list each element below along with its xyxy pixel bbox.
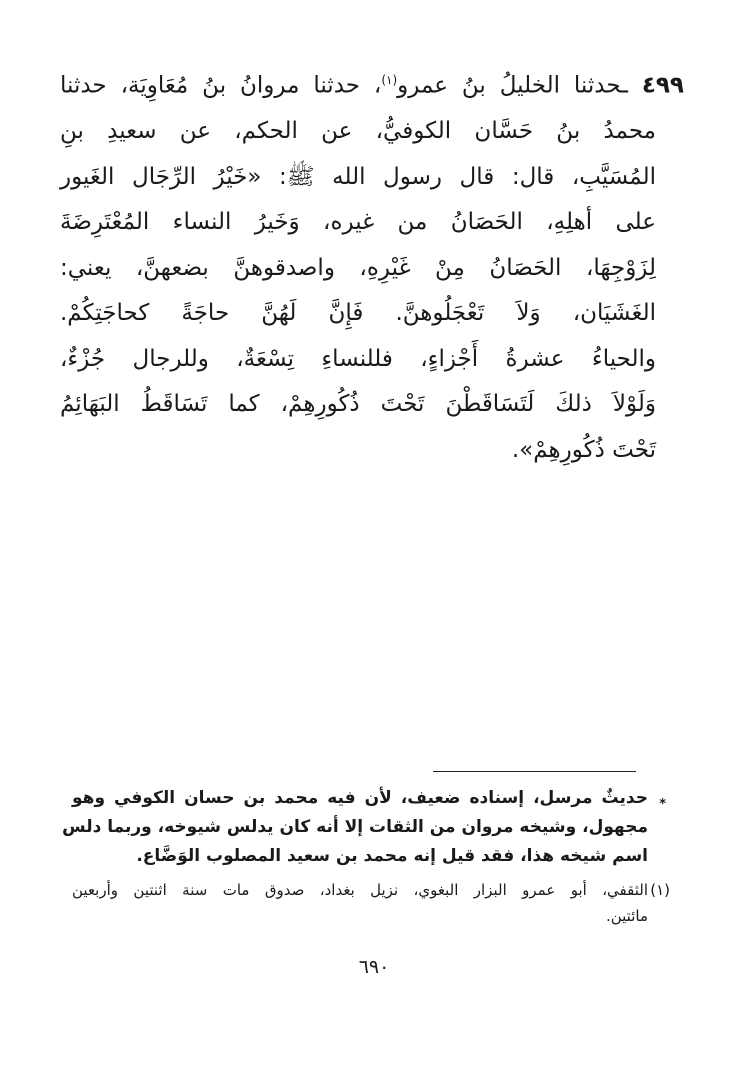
- hadith-opening: حدثنا الخليلُ بنُ عمرو: [397, 72, 622, 99]
- takhrij-note: [62, 784, 666, 871]
- hadith-line: محمدُ بنُ حَسَّان الكوفيُّ، عن الحكم، عن سعيدِ بنِ: [60, 118, 656, 145]
- note-line: الثقفي، أبو عمرو البزار البغوي، نزيل بغداد، صدوق مات سنة اثنتين وأربعين: [72, 881, 648, 899]
- hadith-line: تَحْتَ ذُكُورِهِمْ».: [511, 436, 656, 463]
- hadith-opening-rest: ، حدثنا مروانُ بنُ مُعَاوِيَة، حدثنا: [60, 72, 382, 99]
- hadith-line: والحياءُ عشرةُ أَجْزاءٍ، فللنساءِ تِسْعَةٌ، وللرجال جُزْءٌ،: [60, 345, 656, 372]
- footnotes: [62, 784, 670, 929]
- footnote-reference: (١): [381, 73, 398, 87]
- note-line: مائتين.: [605, 907, 648, 925]
- hadith-line: ٤٩٩ ـحدثنا الخليلُ بنُ عمرو$^{(١)}$، حدثنا مروانُ بنُ مُعَاوِيَة، حدثنا: [60, 72, 684, 99]
- star-marker: *: [659, 797, 666, 812]
- note-line: اسم شيخه هذا، فقد قيل إنه محمد بن سعيد المصلوب الوَضَّاع.: [136, 846, 648, 866]
- footnote-one: [72, 877, 670, 929]
- footnote-one-marker: (١): [650, 881, 670, 899]
- hadith-line: على أهلِهِ، الحَصَانُ من غيره، وَخَيرُ النساء المُعْتَرِضَةَ: [60, 209, 656, 236]
- note-line: حديثٌ مرسل، إسناده ضعيف، لأن فيه محمد بن حسان الكوفي وهو: [72, 788, 648, 808]
- footnote-separator: [433, 771, 636, 772]
- hadith-line: وَلَوْلاَ ذلكَ لَتَسَاقَطْنَ تَحْتَ ذُكُورِهِمْ، كما تَسَاقَطُ البَهَائِمُ: [60, 391, 656, 418]
- hadith-line: لِزَوْجِهَا، الحَصَانُ مِنْ غَيْرِهِ، واصدقوهنَّ بضعهنَّ، يعني:: [60, 254, 656, 281]
- hadith-line: المُسَيَّبِ، قال: قال رسول الله ﷺ: «خَيْرُ الرِّجَال الغَيور: [60, 163, 656, 190]
- page-number: ٦٩٠: [358, 956, 390, 978]
- hadith-text: [60, 58, 684, 473]
- note-line: مجهول، وشيخه مروان من الثقات إلا أنه كان يدلس شيوخه، وربما دلس: [62, 817, 648, 837]
- hadith-number: ٤٩٩: [641, 72, 684, 99]
- hadith-line: الغَشَيَان، وَلاَ تَعْجَلُوهنَّ. فَإِنَّ لَهُنَّ حاجَةً كحاجَتِكُمْ.: [60, 300, 656, 327]
